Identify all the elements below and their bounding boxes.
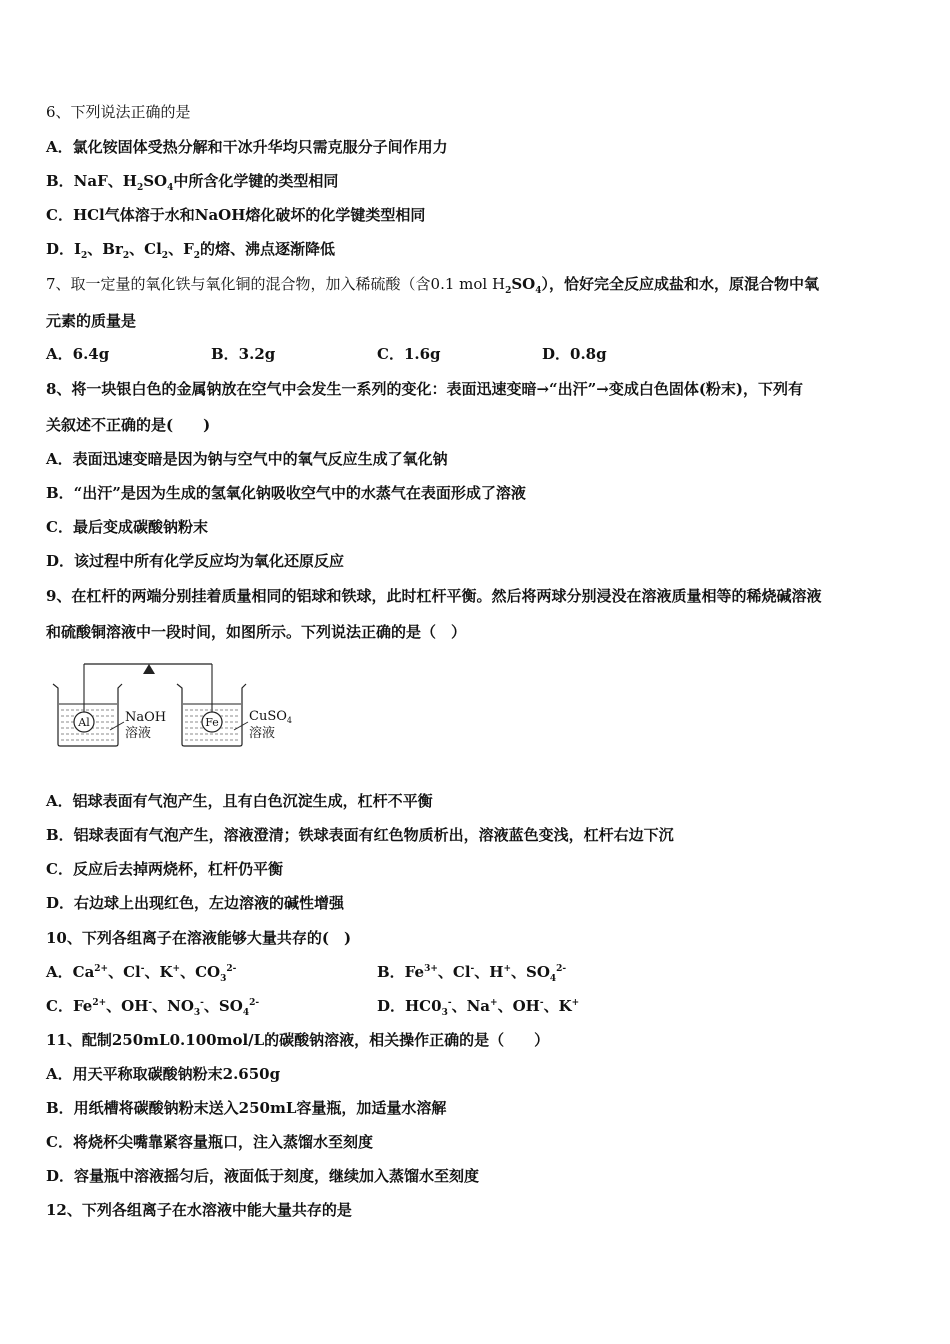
- q9-option-c: C．反应后去掉两烧杯，杠杆仍平衡: [46, 860, 283, 878]
- cuso4-solution-label: 溶液: [249, 726, 276, 741]
- fe-ball-label: Fe: [205, 716, 219, 729]
- q6-option-d: D．$I_2$、$Br_2$、$Cl_2$、$F_2$的熔、沸点逐渐降低: [46, 240, 335, 261]
- q8-stem-line2: 关叙述不正确的是( ): [46, 416, 211, 434]
- q7-stem-line2: 元素的质量是: [46, 312, 137, 330]
- q10-option-c: C．$Fe^{2+}$、OH-、$NO_3^-$、$SO_4^{2-}$: [46, 997, 260, 1018]
- cuso4-label: CuSO$_4$: [249, 709, 292, 725]
- naoh-solution-label: 溶液: [125, 726, 152, 741]
- q7-stem: 7、取一定量的氧化铁与氧化铜的混合物，加入稀硫酸（含0.1 mol $H_2SO_4$），恰好完全反应成盐和水，原混合物中氧: [46, 275, 820, 296]
- lever-beaker-diagram: [52, 658, 312, 758]
- q8-option-b: B．“出汗”是因为生成的氢氧化钠吸收空气中的水蒸气在表面形成了溶液: [46, 484, 526, 502]
- q7-option-d: D．0.8g: [542, 345, 607, 363]
- q11-option-b: B．用纸槽将碳酸钠粉末送入250mL容量瓶，加适量水溶解: [46, 1099, 447, 1117]
- q8-option-d: D．该过程中所有化学反应均为氧化还原反应: [46, 552, 345, 570]
- q11-option-a: A．用天平称取碳酸钠粉末2.650g: [46, 1065, 281, 1083]
- q9-stem: 9、在杠杆的两端分别挂着质量相同的铝球和铁球，此时杠杆平衡。然后将两球分别浸没在溶液质量相等的稀烧碱溶液: [46, 587, 822, 605]
- fulcrum-icon: [143, 664, 155, 674]
- q10-option-d: D．$HC0_3^-$、Na+、OH-、K+: [377, 997, 580, 1018]
- q9-option-d: D．右边球上出现红色，左边溶液的碱性增强: [46, 894, 345, 912]
- q8-option-c: C．最后变成碳酸钠粉末: [46, 518, 208, 536]
- q8-stem: 8、将一块银白色的金属钠放在空气中会发生一系列的变化：表面迅速变暗→“出汗”→变成白色固体(粉末)，下列有: [46, 380, 804, 398]
- al-ball-label: Al: [78, 716, 90, 729]
- q11-stem: 11、配制250mL0.100mol/L的碳酸钠溶液，相关操作正确的是（ ）: [46, 1031, 550, 1049]
- q6-option-c: C．HCl气体溶于水和NaOH熔化破坏的化学键类型相同: [46, 206, 426, 224]
- q8-option-a: A．表面迅速变暗是因为钠与空气中的氧气反应生成了氧化钠: [46, 450, 448, 468]
- q7-option-c: C．1.6g: [377, 345, 441, 363]
- naoh-label: NaOH: [125, 710, 167, 725]
- q9-option-a: A．铝球表面有气泡产生，且有白色沉淀生成，杠杆不平衡: [46, 792, 433, 810]
- q7-option-a: A．6.4g: [46, 345, 110, 363]
- q11-option-c: C．将烧杯尖嘴靠紧容量瓶口，注入蒸馏水至刻度: [46, 1133, 373, 1151]
- q9-option-b: B．铝球表面有气泡产生，溶液澄清；铁球表面有红色物质析出，溶液蓝色变浅，杠杆右边下沉: [46, 826, 674, 844]
- q10-option-b: B．$Fe^{3+}$、Cl-、H+、$SO_4^{2-}$: [377, 963, 567, 984]
- q6-option-a: A．氯化铵固体受热分解和干冰升华均只需克服分子间作用力: [46, 138, 448, 156]
- q6-stem: 6、下列说法正确的是: [46, 103, 191, 121]
- q12-stem: 12、下列各组离子在水溶液中能大量共存的是: [46, 1201, 352, 1219]
- q7-option-b: B．3.2g: [211, 345, 276, 363]
- q9-stem-line2: 和硫酸铜溶液中一段时间，如图所示。下列说法正确的是（ ）: [46, 623, 467, 641]
- q11-option-d: D．容量瓶中溶液摇匀后，液面低于刻度，继续加入蒸馏水至刻度: [46, 1167, 480, 1185]
- q10-option-a: A．$Ca^{2+}$、Cl-、K+、$CO_3^{2-}$: [46, 963, 237, 984]
- q6-option-b: B．NaF、$H_2SO_4$中所含化学键的类型相同: [46, 172, 339, 193]
- left-beaker: [53, 684, 124, 746]
- q10-stem: 10、下列各组离子在溶液能够大量共存的( ): [46, 929, 352, 947]
